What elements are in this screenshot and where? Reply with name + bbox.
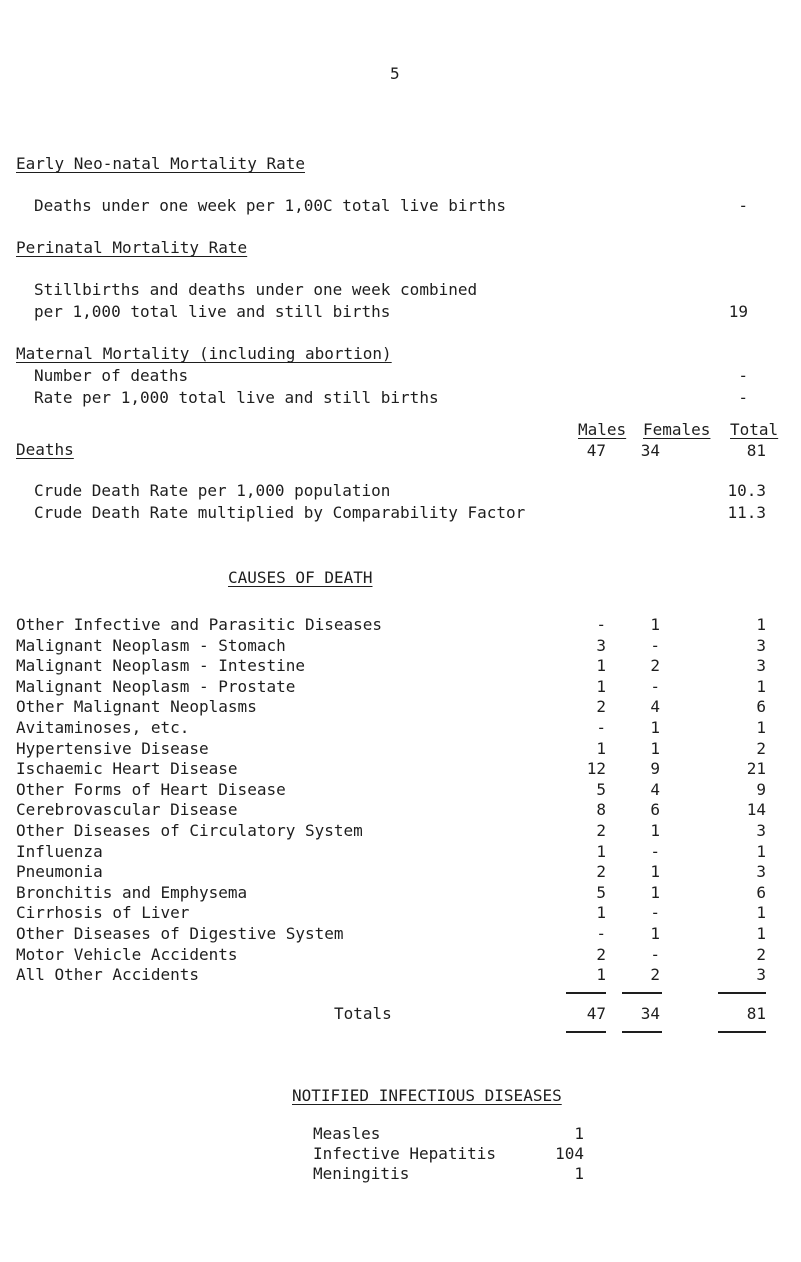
cause-males: 1 — [596, 842, 606, 861]
cause-total: 21 — [746, 759, 766, 778]
cause-total: 2 — [756, 739, 766, 758]
cause-label: Avitaminoses, etc. — [16, 718, 190, 737]
totals-rule-bottom-females — [622, 1031, 662, 1033]
deaths-heading: Deaths — [16, 440, 74, 459]
page-number: 5 — [390, 64, 400, 83]
table-row — [0, 883, 801, 903]
cause-total: 3 — [756, 965, 766, 984]
cause-females: 6 — [650, 800, 660, 819]
cause-females: 2 — [650, 965, 660, 984]
totals-total: 81 — [746, 1004, 766, 1023]
cause-males: 2 — [596, 862, 606, 881]
totals-rule-bottom-total — [718, 1031, 766, 1033]
col-header-total: Total — [730, 420, 779, 439]
cause-females: 1 — [650, 821, 660, 840]
notified-value-measles: 1 — [574, 1124, 584, 1143]
table-row — [0, 697, 801, 717]
cause-males: 2 — [596, 697, 606, 716]
table-row — [0, 615, 801, 635]
cause-females: 9 — [650, 759, 660, 778]
cause-label: Other Diseases of Circulatory System — [16, 821, 363, 840]
cause-females: 1 — [650, 739, 660, 758]
cause-males: 2 — [596, 945, 606, 964]
cause-total: 3 — [756, 862, 766, 881]
deaths-total: 81 — [746, 441, 766, 460]
crude-death-rate-value: 10.3 — [727, 481, 766, 500]
perinatal-heading: Perinatal Mortality Rate — [16, 238, 248, 257]
notified-value-hepatitis: 104 — [555, 1144, 584, 1163]
totals-rule-bottom-males — [566, 1031, 606, 1033]
cause-total: 1 — [756, 718, 766, 737]
notified-label-measles: Measles — [313, 1124, 381, 1143]
cause-label: Hypertensive Disease — [16, 739, 209, 758]
cause-females: 1 — [650, 718, 660, 737]
perinatal-value: 19 — [728, 302, 748, 321]
table-row — [0, 800, 801, 820]
early-neonatal-line: Deaths under one week per 1,00C total live births — [34, 196, 507, 215]
cause-females: - — [650, 945, 660, 964]
cause-females: 1 — [650, 862, 660, 881]
cause-label: Other Infective and Parasitic Diseases — [16, 615, 383, 634]
cause-label: Influenza — [16, 842, 103, 861]
table-row — [0, 656, 801, 676]
table-row — [0, 945, 801, 965]
cause-males: 1 — [596, 965, 606, 984]
totals-males: 47 — [586, 1004, 606, 1023]
cause-label: Other Diseases of Digestive System — [16, 924, 344, 943]
table-row — [0, 965, 801, 985]
cause-total: 3 — [756, 821, 766, 840]
cause-females: - — [650, 677, 660, 696]
table-row — [0, 842, 801, 862]
cause-total: 14 — [746, 800, 766, 819]
cause-males: 5 — [596, 780, 606, 799]
cause-total: 3 — [756, 636, 766, 655]
maternal-deaths-label: Number of deaths — [34, 366, 189, 385]
maternal-heading: Maternal Mortality (including abortion) — [16, 344, 392, 363]
cause-total: 1 — [756, 924, 766, 943]
notified-label-meningitis: Meningitis — [313, 1164, 410, 1183]
cause-males: 1 — [596, 739, 606, 758]
table-row — [0, 821, 801, 841]
cause-males: 8 — [596, 800, 606, 819]
totals-rule-top-females — [622, 992, 662, 994]
cause-total: 3 — [756, 656, 766, 675]
cause-label: All Other Accidents — [16, 965, 200, 984]
cause-total: 1 — [756, 615, 766, 634]
maternal-rate-value: - — [738, 388, 748, 407]
cause-females: - — [650, 903, 660, 922]
deaths-females: 34 — [640, 441, 660, 460]
cause-total: 2 — [756, 945, 766, 964]
cause-females: 2 — [650, 656, 660, 675]
notified-label-hepatitis: Infective Hepatitis — [313, 1144, 497, 1163]
table-row — [0, 636, 801, 656]
causes-heading: CAUSES OF DEATH — [228, 568, 373, 587]
cause-label: Malignant Neoplasm - Prostate — [16, 677, 296, 696]
cause-total: 9 — [756, 780, 766, 799]
totals-rule-top-total — [718, 992, 766, 994]
cause-label: Malignant Neoplasm - Intestine — [16, 656, 305, 675]
cause-males: 5 — [596, 883, 606, 902]
cause-males: 2 — [596, 821, 606, 840]
deaths-males: 47 — [586, 441, 606, 460]
cause-males: 3 — [596, 636, 606, 655]
table-row — [0, 677, 801, 697]
cause-total: 6 — [756, 697, 766, 716]
col-header-females: Females — [643, 420, 711, 439]
cause-males: 1 — [596, 677, 606, 696]
cause-males: 1 — [596, 656, 606, 675]
perinatal-line-1: Stillbirths and deaths under one week combined — [34, 280, 478, 299]
cause-total: 1 — [756, 677, 766, 696]
cause-label: Pneumonia — [16, 862, 103, 881]
notified-value-meningitis: 1 — [574, 1164, 584, 1183]
table-row — [0, 759, 801, 779]
table-row — [0, 862, 801, 882]
cause-label: Motor Vehicle Accidents — [16, 945, 238, 964]
totals-label: Totals — [334, 1004, 392, 1023]
cause-females: 1 — [650, 924, 660, 943]
cause-females: - — [650, 842, 660, 861]
cause-females: 1 — [650, 883, 660, 902]
cause-label: Other Malignant Neoplasms — [16, 697, 257, 716]
cause-females: 1 — [650, 615, 660, 634]
cause-females: - — [650, 636, 660, 655]
cause-label: Ischaemic Heart Disease — [16, 759, 238, 778]
cause-males: 1 — [596, 903, 606, 922]
totals-rule-top-males — [566, 992, 606, 994]
early-neonatal-value: - — [738, 196, 748, 215]
crude-death-rate-label: Crude Death Rate per 1,000 population — [34, 481, 391, 500]
maternal-rate-label: Rate per 1,000 total live and still births — [34, 388, 439, 407]
table-row — [0, 739, 801, 759]
table-row — [0, 903, 801, 923]
cause-total: 1 — [756, 903, 766, 922]
cause-label: Other Forms of Heart Disease — [16, 780, 286, 799]
cause-males: - — [596, 924, 606, 943]
cause-males: - — [596, 615, 606, 634]
cause-label: Cirrhosis of Liver — [16, 903, 190, 922]
totals-females: 34 — [640, 1004, 660, 1023]
notified-heading: NOTIFIED INFECTIOUS DISEASES — [292, 1086, 562, 1105]
maternal-deaths-value: - — [738, 366, 748, 385]
col-header-males: Males — [578, 420, 627, 439]
cause-label: Cerebrovascular Disease — [16, 800, 238, 819]
cause-total: 1 — [756, 842, 766, 861]
perinatal-line-2: per 1,000 total live and still births — [34, 302, 391, 321]
cause-males: 12 — [586, 759, 606, 778]
cause-males: - — [596, 718, 606, 737]
early-neonatal-heading: Early Neo-natal Mortality Rate — [16, 154, 305, 173]
comparability-value: 11.3 — [727, 503, 766, 522]
cause-label: Malignant Neoplasm - Stomach — [16, 636, 286, 655]
cause-females: 4 — [650, 780, 660, 799]
cause-total: 6 — [756, 883, 766, 902]
comparability-label: Crude Death Rate multiplied by Comparability Factor — [34, 503, 526, 522]
table-row — [0, 924, 801, 944]
table-row — [0, 718, 801, 738]
table-row — [0, 780, 801, 800]
cause-label: Bronchitis and Emphysema — [16, 883, 248, 902]
cause-females: 4 — [650, 697, 660, 716]
